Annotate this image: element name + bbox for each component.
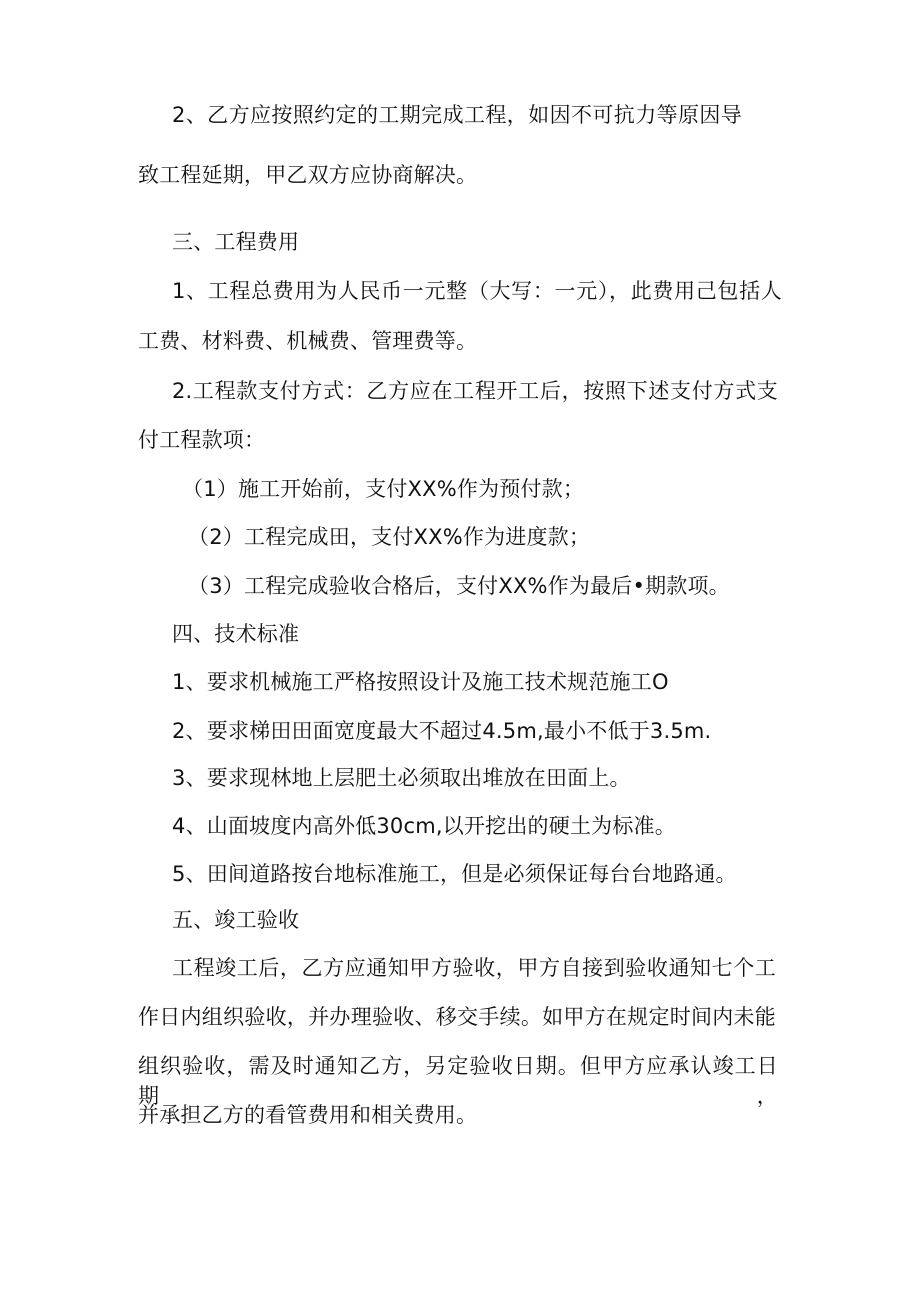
clause-2-line-1: 2、乙方应按照约定的工期完成工程，如因不可抗力等原因导	[172, 103, 742, 127]
standard-item-1: 1、要求机械施工严格按照设计及施工技术规范施工O	[172, 670, 669, 694]
fee-2-line-1: 2.工程款支付方式：乙方应在工程开工后，按照下述支付方式支	[172, 379, 778, 403]
fee-1-line-2: 工费、材料费、机械费、管理费等。	[138, 329, 478, 353]
acceptance-line-2: 作日内组织验收，并办理验收、移交手续。如甲方在规定时间内未能	[138, 1005, 776, 1029]
payment-item-2: （2）工程完成田，支付XX%作为进度款；	[188, 525, 591, 549]
payment-item-3: （3）工程完成验收合格后，支付XX%作为最后•期款项。	[188, 574, 730, 598]
standard-item-4: 4、山面坡度内高外低30cm,以开挖出的硬土为标准。	[172, 814, 676, 838]
standard-item-2: 2、要求梯田田面宽度最大不超过4.5m,最小不低于3.5m.	[172, 719, 712, 743]
section-4-title: 四、技术标准	[172, 622, 300, 646]
acceptance-line-3: 组织验收，需及时通知乙方，另定验收日期。但甲方应承认竣工日期，	[138, 1054, 778, 1108]
section-3-title: 三、工程费用	[172, 230, 300, 254]
payment-item-1: （1）施工开始前，支付XX%作为预付款；	[182, 477, 585, 501]
acceptance-line-4: 并承担乙方的看管费用和相关费用。	[138, 1103, 478, 1127]
standard-item-5: 5、田间道路按台地标准施工，但是必须保证每台台地路通。	[172, 862, 737, 886]
acceptance-line-1: 工程竣工后，乙方应通知甲方验收，甲方自接到验收通知七个工	[172, 956, 776, 980]
clause-2-line-2: 致工程延期，甲乙双方应协商解决。	[138, 163, 478, 187]
section-5-title: 五、竣工验收	[172, 908, 300, 932]
standard-item-3: 3、要求现林地上层肥土必须取出堆放在田面上。	[172, 766, 631, 790]
fee-2-line-2: 付工程款项：	[138, 428, 266, 452]
fee-1-line-1: 1、工程总费用为人民币一元整（大写：一元），此费用己包括人	[172, 279, 782, 303]
